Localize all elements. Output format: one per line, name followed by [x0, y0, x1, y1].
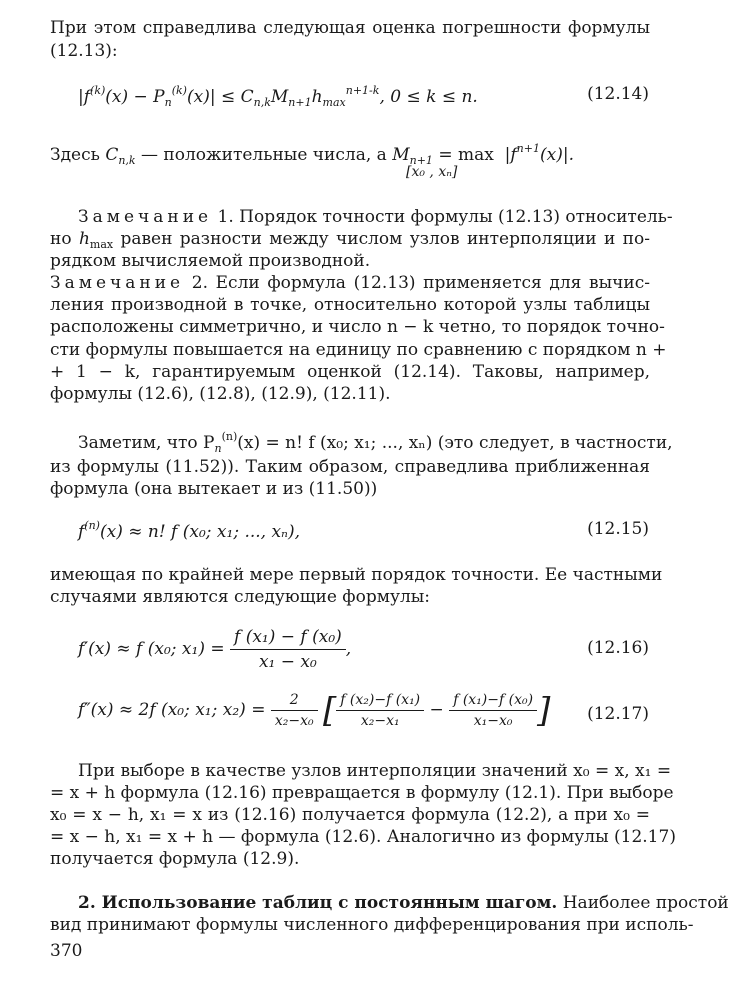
eq-minus: −	[429, 700, 444, 720]
eq-sub: n,k	[253, 96, 271, 109]
here-m-sub: n+1	[409, 154, 433, 167]
notice-sub: n	[214, 442, 222, 455]
eq-sup: (k)	[90, 84, 106, 97]
remark2-text: 2. Если формула (12.13) применяется для вычис-	[184, 273, 650, 293]
eq-text: f	[78, 522, 85, 542]
here-max: max	[457, 145, 494, 165]
remark1-text: но	[50, 229, 79, 249]
fraction-denominator: x₂−x₁	[360, 713, 400, 729]
equation-number-12-14: (12.14)	[587, 84, 649, 104]
fraction-denominator: x₂−x₀	[274, 713, 314, 729]
notice-line-2: из формулы (11.52)). Таким образом, справедлива приближенная	[50, 457, 650, 477]
eq-text: (x)| ≤ C	[186, 87, 254, 107]
eq-sub: max	[322, 96, 346, 109]
intro-line-2: (12.13):	[50, 41, 118, 61]
fraction-denominator: x₁−x₀	[473, 713, 513, 729]
remark2-line-3: расположены симметрично, и число n − k четно, то порядок точно-	[50, 317, 665, 337]
remark1-h: h	[78, 229, 90, 249]
remark2-line-5: + 1 − k, гарантируемым оценкой (12.14). Таковы, например,	[50, 362, 650, 382]
remark1-text: 1. Порядок точности формулы (12.13) относитель-	[212, 207, 673, 227]
choice-line-4: = x − h, x₁ = x + h — формула (12.6). Аналогично из формулы (12.17)	[50, 827, 676, 847]
eq-text: (x) ≈ n! f (x₀; x₁; ..., xₙ),	[99, 522, 300, 542]
eq-text: (x) − P	[105, 87, 165, 107]
remark2-label: Замечание	[50, 273, 185, 293]
eq-sup: n+1-k	[345, 84, 380, 97]
remark2-line-6: формулы (12.6), (12.8), (12.9), (12.11).	[50, 384, 391, 404]
intro-line-1: При этом справедлива следующая оценка погрешности формулы	[50, 18, 650, 38]
equation-12-17	[78, 692, 550, 729]
equation-12-16	[78, 627, 351, 672]
eq-text: M	[270, 87, 289, 107]
bracket-close: ]	[537, 690, 551, 731]
fraction	[230, 627, 346, 672]
bracket-open: [	[323, 690, 337, 731]
eq-text: , 0 ≤ k ≤ n.	[379, 87, 478, 107]
here-text: Здесь	[50, 145, 100, 165]
section-line-1	[78, 892, 729, 914]
remark1-text: равен разности между числом узлов интерполяции и по-	[113, 229, 650, 249]
remark2-line-4: сти формулы повышается на единицу по сравнению с порядком n +	[50, 340, 667, 360]
remark1-h-sub: max	[89, 238, 114, 251]
remark2-line-1	[50, 272, 650, 294]
section-text: Наиболее простой	[557, 893, 729, 913]
here-c-sub: n,k	[118, 154, 136, 167]
eq-text: ,	[345, 639, 352, 659]
notice-line-1	[78, 426, 673, 460]
choice-line-1: При выборе в качестве узлов интерполяции значений x₀ = x, x₁ =	[78, 761, 672, 781]
eq-text: h	[311, 87, 323, 107]
eq-text: |f	[78, 87, 91, 107]
here-line	[50, 138, 574, 172]
equation-number-12-15: (12.15)	[587, 519, 649, 539]
choice-line-5: получается формула (12.9).	[50, 849, 300, 869]
fraction	[271, 692, 318, 729]
here-text: — положительные числа, а	[135, 145, 387, 165]
here-range: [x₀ , xₙ]	[406, 164, 458, 180]
choice-line-3: x₀ = x − h, x₁ = x из (12.16) получается формула (12.2), а при x₀ =	[50, 805, 650, 825]
fraction-denominator: x₁ − x₀	[258, 652, 317, 672]
section-title: 2. Использование таблиц с постоянным шагом.	[78, 893, 558, 913]
choice-line-2: = x + h формула (12.16) превращается в формулу (12.1). При выборе	[50, 783, 674, 803]
fraction-numerator: 2	[271, 692, 318, 711]
page-number: 370	[50, 941, 83, 961]
equation-12-14	[78, 84, 478, 109]
equation-number-12-16: (12.16)	[587, 638, 649, 658]
here-abs-sup: n+1	[516, 142, 540, 155]
notice-line-3: формула (она вытекает и из (11.50))	[50, 479, 378, 499]
fraction-numerator: f (x₁)−f (x₀)	[449, 692, 537, 711]
here-abs2: (x)|.	[539, 145, 574, 165]
fraction	[336, 692, 424, 729]
equation-number-12-17: (12.17)	[587, 704, 649, 724]
here-c: C	[105, 145, 119, 165]
here-abs: |f	[504, 145, 517, 165]
after-line-1: имеющая по крайней мере первый порядок точности. Ее частными	[50, 565, 663, 585]
equation-12-15	[78, 519, 300, 542]
eq-sub: n	[164, 96, 172, 109]
fraction-numerator: f (x₂)−f (x₁)	[336, 692, 424, 711]
remark1-line-3: рядком вычисляемой производной.	[50, 251, 371, 271]
eq-sup: (k)	[171, 84, 187, 97]
section-line-2: вид принимают формулы численного дифференцирования при исполь-	[50, 915, 694, 935]
here-m: M	[392, 145, 410, 165]
remark1-label: Замечание	[78, 207, 213, 227]
notice-sup: (n)	[221, 430, 238, 443]
fraction-numerator: f (x₁) − f (x₀)	[230, 627, 346, 650]
eq-sub: n+1	[288, 96, 312, 109]
notice-text: (x) = n! f (x₀; x₁; ..., xₙ) (это следует, в частности,	[237, 433, 673, 453]
fraction	[449, 692, 537, 729]
notice-text: Заметим, что P	[78, 433, 215, 453]
eq-text: f′(x) ≈ f (x₀; x₁) =	[78, 639, 225, 659]
here-eq: =	[432, 145, 458, 165]
eq-text: f″(x) ≈ 2f (x₀; x₁; x₂) =	[78, 700, 266, 720]
remark1-line-1	[78, 206, 673, 228]
eq-sup: (n)	[84, 519, 100, 532]
remark2-line-2: ления производной в точке, относительно которой узлы таблицы	[50, 295, 650, 315]
after-line-2: случаями являются следующие формулы:	[50, 587, 431, 607]
